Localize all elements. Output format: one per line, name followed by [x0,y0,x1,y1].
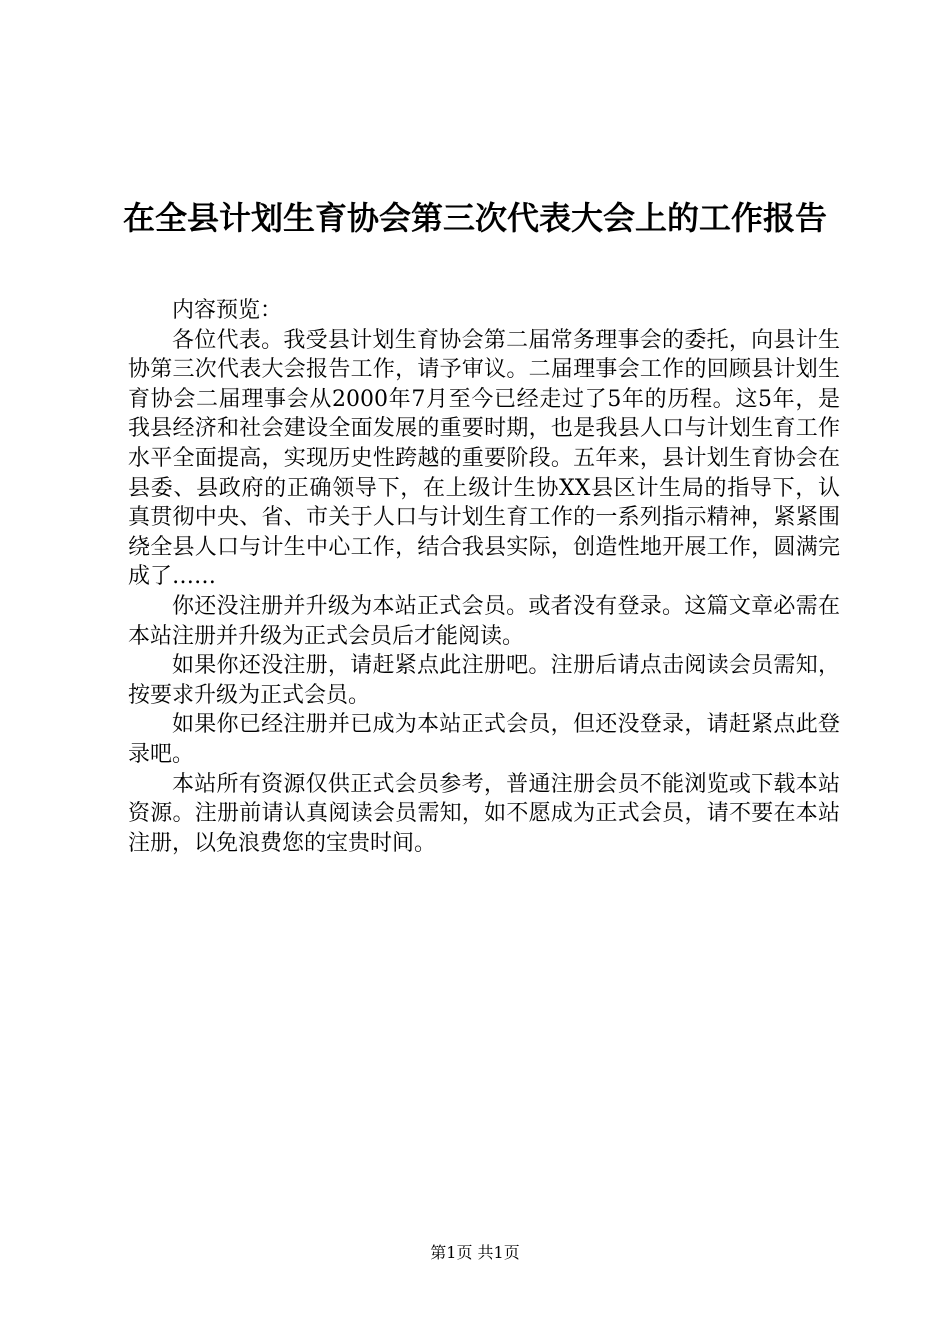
paragraph-members-notice: 你还没注册并升级为本站正式会员。或者没有登录。这篇文章必需在本站注册并升级为正式会员后才能阅读。 [128,593,840,649]
page-number-footer: 第1页 共1页 [430,1243,520,1262]
preview-label: 内容预览： [172,298,283,323]
paragraph-site-policy: 本站所有资源仅供正式会员参考，普通注册会员不能浏览或下载本站资源。注册前请认真阅读会员需知，如不愿成为正式会员，请不要在本站注册，以免浪费您的宝贵时间。 [128,771,840,856]
document-title: 在全县计划生育协会第三次代表大会上的工作报告 [122,199,827,237]
paragraph-intro: 各位代表。我受县计划生育协会第二届常务理事会的委托，向县计生协第三次代表大会报告工作，请予审议。二届理事会工作的回顾县计划生育协会二届理事会从2000年7月至今已经走过了5年的历程。这5年，是我县经济和社会建设全面发展的重要时期，也是我县人口与计划生育工作水平全面提高，实现历史性跨越的重要阶段。五年来，县计划生育协会在县委、县政府的正确领导下，在上级计生协XX县区计生局的指导下，认真贯彻中央、省、市关于人口与计划生育工作的一系列指示精神，紧紧围绕全县人口与计生中心工作，结合我县实际，创造性地开展工作，圆满完成了…… [128,327,840,590]
paragraph-register-prompt: 如果你还没注册，请赶紧点此注册吧。注册后请点击阅读会员需知，按要求升级为正式会员。 [128,653,840,708]
document-body [128,296,840,858]
paragraph-login-prompt: 如果你已经注册并已成为本站正式会员，但还没登录，请赶紧点此登录吧。 [128,712,840,767]
